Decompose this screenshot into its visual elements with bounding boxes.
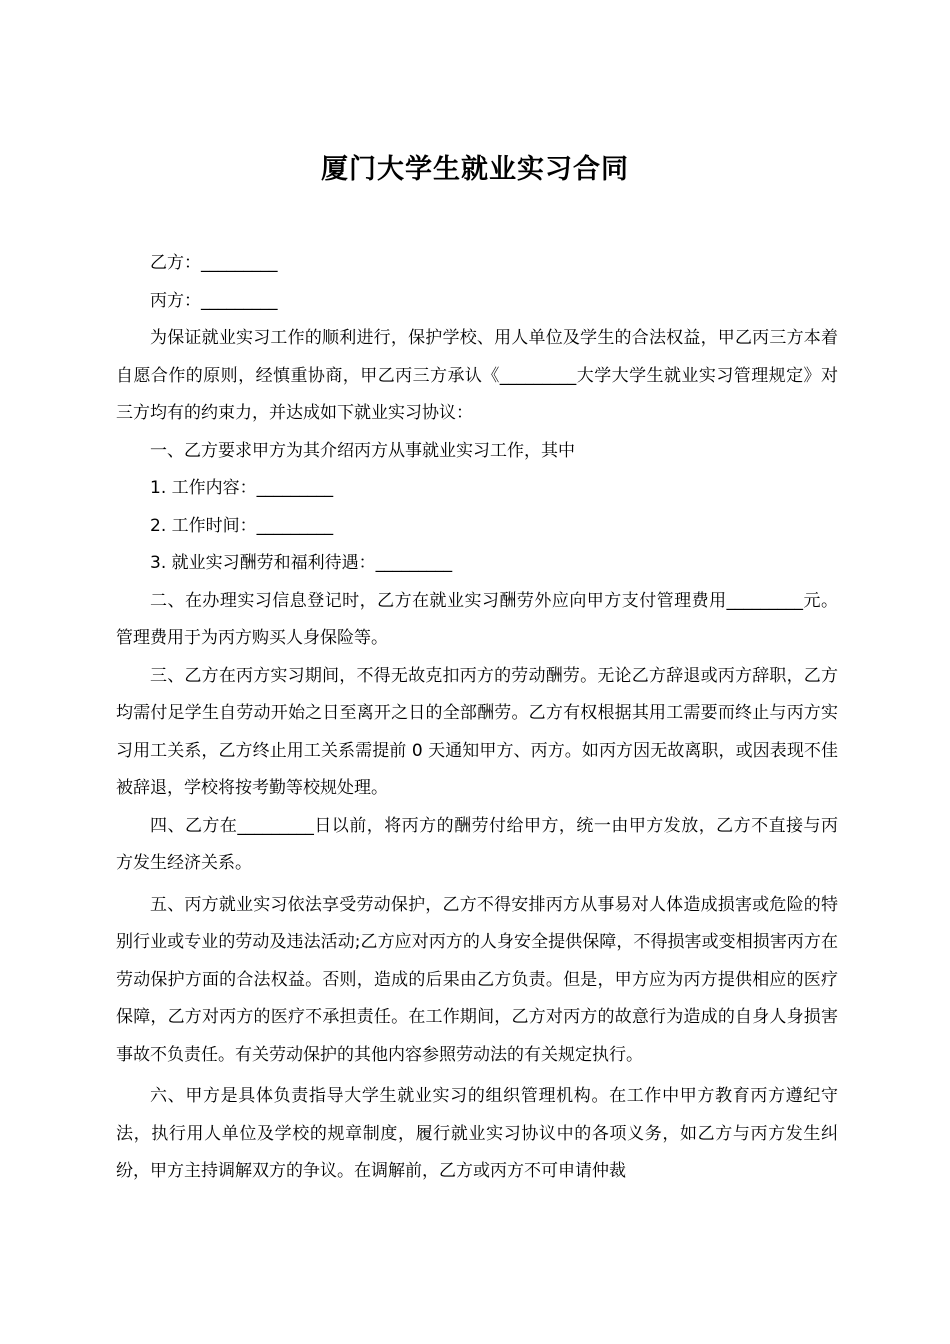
document-title: 厦门大学生就业实习合同 [321,154,629,186]
section-4: 四、乙方在_________日以前，将丙方的酬劳付给甲方，统一由甲方发放，乙方不直接与丙方发生经济关系。 [116,815,838,873]
section-1: 一、乙方要求甲方为其介绍丙方从事就业实习工作，其中 [150,440,575,461]
section-6: 六、甲方是具体负责指导大学生就业实习的组织管理机构。在工作中甲方教育丙方遵纪守法，执行用人单位及学校的规章制度，履行就业实习协议中的各项义务，如乙方与丙方发生纠纷，甲方主持调解双方的争议。在调解前，乙方或丙方不可申请仲裁 [116,1086,838,1181]
intro-paragraph: 为保证就业实习工作的顺利进行，保护学校、用人单位及学生的合法权益，甲乙丙三方本着自愿合作的原则，经慎重协商，甲乙丙三方承认《_________大学大学生就业实习管理规定》对三方均有的约束力，并达成如下就业实习协议： [116,328,838,423]
section-3: 三、乙方在丙方实习期间，不得无故克扣丙方的劳动酬劳。无论乙方辞退或丙方辞职，乙方均需付足学生自劳动开始之日至离开之日的全部酬劳。乙方有权根据其用工需要而终止与丙方实习用工关系，乙方终止用工关系需提前 0 天通知甲方、丙方。如丙方因无故离职，或因表现不佳被辞退，学校将按考勤等校规处理。 [116,665,838,798]
item-work-content: 1. 工作内容：_________ [150,478,334,498]
section-2: 二、在办理实习信息登记时，乙方在就业实习酬劳外应向甲方支付管理费用_________元。管理费用于为丙方购买人身保险等。 [116,590,838,648]
item-remuneration: 3. 就业实习酬劳和福利待遇：_________ [150,553,453,573]
item-work-time: 2. 工作时间：_________ [150,515,334,536]
party-b-line: 乙方：_________ [150,253,278,273]
section-5: 五、丙方就业实习依法享受劳动保护，乙方不得安排丙方从事易对人体造成损害或危险的特别行业或专业的劳动及违法活动;乙方应对丙方的人身安全提供保障，不得损害或变相损害丙方在劳动保护方面的合法权益。否则，造成的后果由乙方负责。但是，甲方应为丙方提供相应的医疗保障，乙方对丙方的医疗不承担责任。在工作期间，乙方对丙方的故意行为造成的自身人身损害事故不负责任。有关劳动保护的其他内容参照劳动法的有关规定执行。 [116,894,838,1065]
document-body [116,245,838,1191]
party-c-line: 丙方：_________ [150,290,278,311]
